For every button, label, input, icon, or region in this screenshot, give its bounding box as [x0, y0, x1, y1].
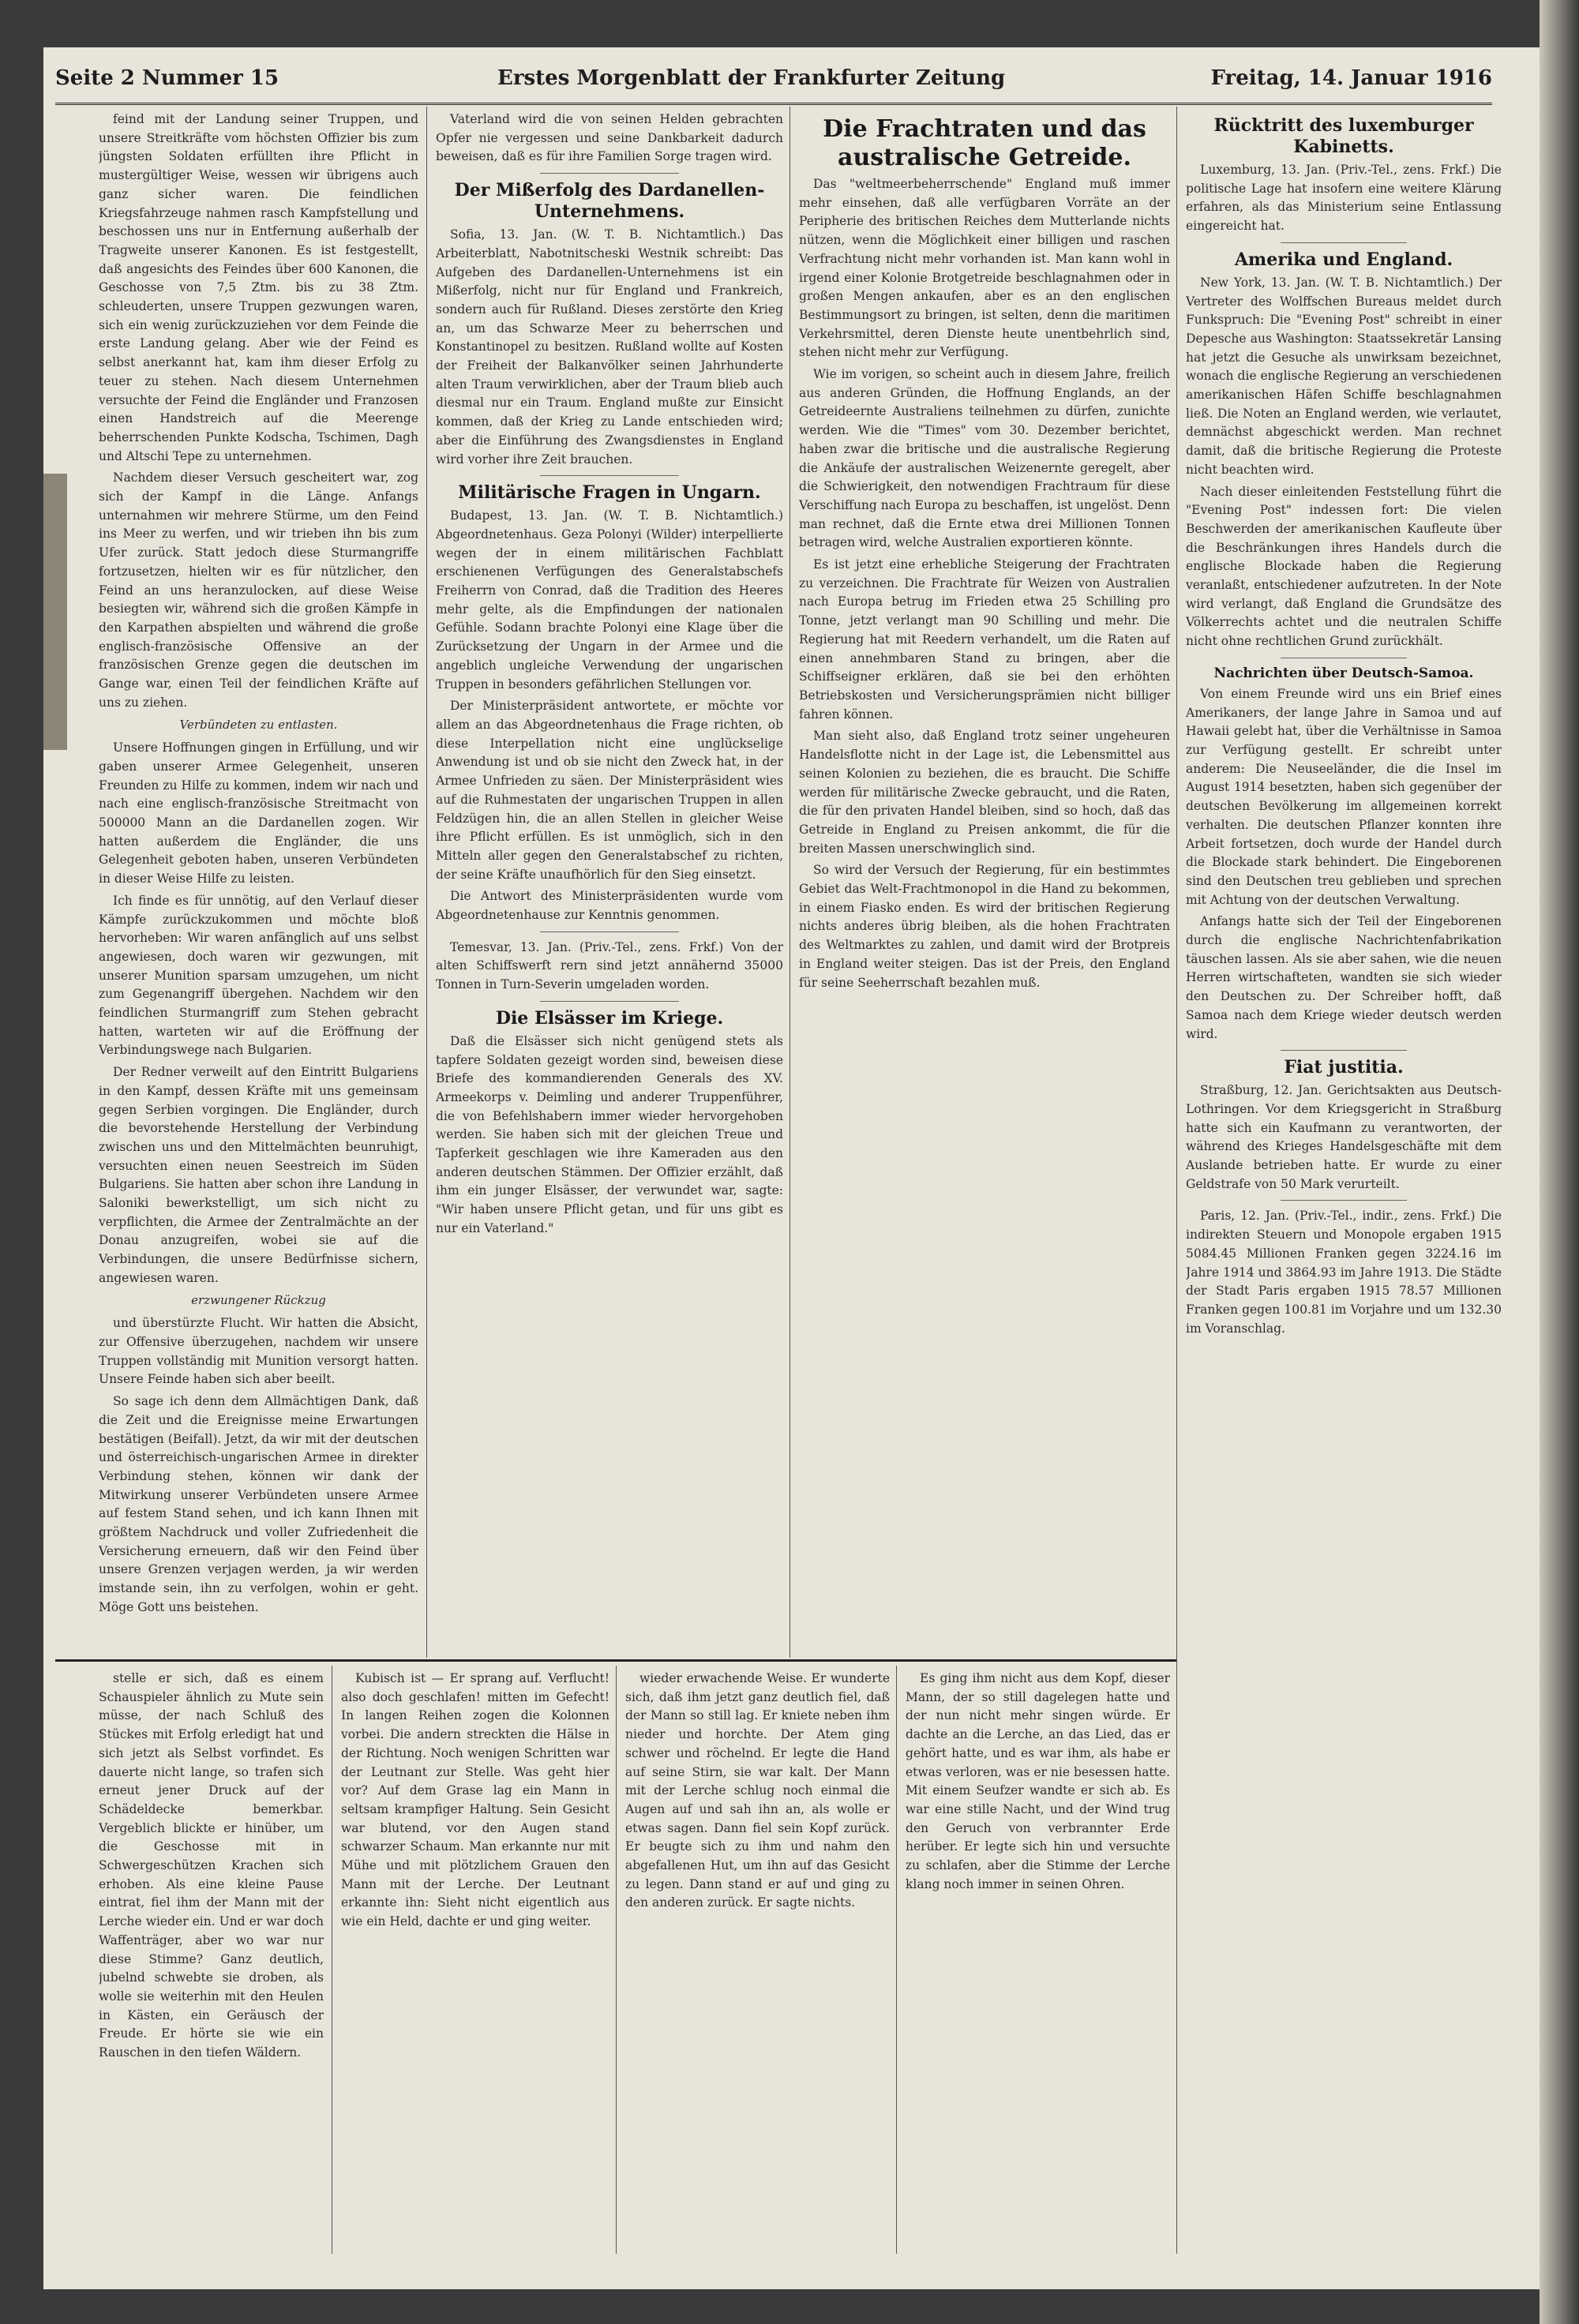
- binding-hole: [43, 474, 67, 750]
- paragraph: Nach dieser einleitenden Feststellung führt die "Evening Post" indessen fort: Die vielen Beschwerden der amerikanischen Kaufleute über die Beschränkungen ihres Handels durch die englische Blockade haben die Regierung veranlaßt, entschiedener aufzutreten. In der Note wird verlangt, daß England die Grundsätze des Völkerrechts achtet und die neutralen Schiffe nicht ohne rechtlichen Grund zurückhält.: [1186, 484, 1502, 649]
- paragraph: Die Antwort des Ministerpräsidenten wurde vom Abgeordnetenhause zur Kenntnis genommen.: [436, 889, 783, 923]
- paragraph: So sage ich denn dem Allmächtigen Dank, daß die Zeit und die Ereignisse meine Erwartungen bestätigen (Beifall). Jetzt, da wir mit der deutschen und österreichisch-ungarischen Armee in direkter Verbindung stehen, können wir dank der Mitwirkung unserer Verbündeten unsere Armee auf festem Stand sehen, und ich kann Ihnen mit größtem Nachdruck und voller Zufriedenheit die Versicherung erneuern, daß wir den Feind über unsere Grenzen verjagen werden, ja wir werden imstande sein, ihn zu verfolgen, wohin er geht. Möge Gott uns beistehen.: [99, 1394, 418, 1614]
- paragraph: Sofia, 13. Jan. (W. T. B. Nichtamtlich.) Das Arbeiterblatt, Nabotnitscheski Westnik schreibt: Das Aufgeben des Dardanellen-Unternehmens ist ein Mißerfolg, nicht nur für England und Frankreich, sondern auch für Rußland. Dieses zerstörte den Krieg an, um das Schwarze Meer zu beherrschen und Konstantinopel zu besitzen. Rußland wollte auf Kosten der Freiheit der Balkanvölker seinen Jahrhunderte alten Traum verwirklichen, aber der Traum blieb auch diesmal nur ein Traum. England mußte zur Einsicht kommen, daß der Krieg zu Lande entschieden wird; aber die Einführung des Zwangsdienstes in England wird vorher ihre Zeit brauchen.: [436, 227, 783, 467]
- paragraph: Ich finde es für unnötig, auf den Verlauf dieser Kämpfe zurückzukommen und möchte bloß hervorheben: Wir waren anfänglich auf uns selbst angewiesen, doch waren wir gezwungen, mit unserer Munition sparsam umzugehen, um nicht zum Gegenangriff übergehen. Nachdem wir den feindlichen Sturmangriff zum Stehen gebracht hatten, warteten wir auf die Eröffnung der Verbindungswege nach Bulgarien.: [99, 893, 418, 1058]
- separator: [1281, 242, 1407, 243]
- column-rule: [896, 1666, 897, 2254]
- column-rule: [1176, 107, 1177, 2254]
- article-column-1: [99, 111, 418, 1658]
- article-column-2: [436, 111, 783, 1658]
- headline: Amerika und England.: [1234, 249, 1453, 270]
- subheading: Verbündeten zu entlasten.: [179, 717, 338, 732]
- paragraph: Nachdem dieser Versuch gescheitert war, zog sich der Kampf in die Länge. Anfangs unternahmen wir mehrere Stürme, um den Feind ins Meer zu werfen, und wir trieben ihn bis zum Ufer zurück. Statt jedoch diese Sturmangriffe fortzusetzen, hielten wir es für nützlicher, den Feind an uns heranzulocken, auf diese Weise besiegten wir, während sich die großen Kämpfe in den Karpathen abspielten und während die große englisch-französische Offensive an der französischen Grenze gegen die deutschen im Gange war, einen Teil der feindlichen Kräfte auf uns zu ziehen.: [99, 470, 418, 710]
- page-edge-shadow: [1540, 0, 1579, 2324]
- paragraph: Temesvar, 13. Jan. (Priv.-Tel., zens. Frkf.) Von der alten Schiffswerft rern sind jetzt annähernd 35000 Tonnen in Turn-Severin umgeladen worden.: [436, 939, 783, 992]
- newspaper-title: Erstes Morgenblatt der Frankfurter Zeitung: [497, 66, 1006, 90]
- paragraph: Paris, 12. Jan. (Priv.-Tel., indir., zens. Frkf.) Die indirekten Steuern und Monopole ergaben 1915 5084.45 Millionen Franken gegen 3224.16 im Jahre 1914 und 3864.93 im Jahre 1913. Die Städte der Stadt Paris ergaben 1915 78.57 Millionen Franken gegen 100.81 im Vorjahre und um 132.30 im Voranschlag.: [1186, 1209, 1502, 1336]
- paragraph: wieder erwachende Weise. Er wunderte sich, daß ihm jetzt ganz deutlich fiel, daß der Mann so still lag. Er kniete neben ihm nieder und horchte. Der Atem ging schwer und röchelnd. Er legte die Hand auf seine Stirn, sie war kalt. Der Mann mit der Lerche schlug noch einmal die Augen auf und sah ihn an, als wolle er etwas sagen. Dann fiel sein Kopf zurück. Er beugte sich zu ihm und nahm den abgefallenen Hut, um ihn auf das Gesicht zu legen. Dann stand er auf und ging zu den anderen zurück. Er sagte nichts.: [625, 1671, 890, 1910]
- article-column-4: [1186, 111, 1502, 2254]
- column-rule: [426, 107, 427, 1658]
- separator: [1281, 1050, 1407, 1051]
- paragraph: Das "weltmeerbeherrschende" England muß immer mehr einsehen, daß alle verfügbaren Vorräte an der Peripherie des britischen Reiches dem Mutterlande nichts nützen, wenn die Möglichkeit einer billigen und raschen Verfrachtung nicht mehr vorhanden ist. Man kann wohl in irgend einer Kolonie Brotgetreide beschlagnahmen oder in großen Mengen ankaufen, aber es an den englischen Bestimmungsort zu bringen, ist selten, denn die maritimen Verkehrsmittel, deren Dienste heute unentbehrlich sind, stehen nicht mehr zur Verfügung.: [799, 177, 1170, 360]
- paragraph: Vaterland wird die von seinen Helden gebrachten Opfer nie vergessen und seine Dankbarkeit dadurch beweisen, daß es für ihre Familien Sorge tragen wird.: [436, 112, 783, 164]
- issue-date: Freitag, 14. Januar 1916: [1210, 66, 1492, 90]
- separator: [540, 931, 679, 932]
- paragraph: New York, 13. Jan. (W. T. B. Nichtamtlich.) Der Vertreter des Wolffschen Bureaus meldet durch Funkspruch: Die "Evening Post" schreibt in einer Depesche aus Washington: Staatssekretär Lansing hat jetzt die Gesuche als unwirksam bezeichnet, wonach die englische Regierung an verschiedenen amerikanischen Häfen Schiffe beschlagnahmen ließ. Die Noten an England werden, wie verlautet, demnächst abgeschickt werden. Man rechnet damit, daß die britische Regierung die Proteste nicht beachten wird.: [1186, 275, 1502, 477]
- headline: Die Elsässer im Kriege.: [495, 1007, 724, 1029]
- column-rule: [616, 1666, 617, 2254]
- feuilleton-divider: [55, 1659, 1176, 1662]
- headline: Militärische Fragen in Ungarn.: [458, 482, 761, 504]
- paragraph: Von einem Freunde wird uns ein Brief eines Amerikaners, der lange Jahre in Samoa und auf Hawaii gelebt hat, über die Verhältnisse in Samoa zur Verfügung gestellt. Er schreibt unter anderem: Die Neuseeländer, die die Insel im August 1914 besetzten, haben sich gegenüber der deutschen Bevölkerung im allgemeinen korrekt verhalten. Die deutschen Pflanzer konnten ihre Arbeit fortsetzen, doch wurde der Handel durch die Blockade stark behindert. Die Eingeborenen sind den Deutschen treu geblieben und sprechen mit Achtung von der deutschen Verwaltung.: [1186, 686, 1502, 907]
- feuilleton-column-2: [341, 1670, 609, 2254]
- headline: Rücktritt des luxemburger Kabinetts.: [1213, 115, 1474, 157]
- paragraph: Anfangs hatte sich der Teil der Eingeborenen durch die englische Nachrichtenfabrikation täuschen lassen. Als sie aber sahen, wie die neuen Herren wirtschafteten, wandten sie sich wieder den Deutschen zu. Der Schreiber hofft, daß Samoa nach dem Kriege wieder deutsch werden wird.: [1186, 914, 1502, 1041]
- paragraph: feind mit der Landung seiner Truppen, und unsere Streitkräfte vom höchsten Offizier bis zum jüngsten Soldaten erfüllten ihre Pflicht in mustergültiger Weise, wessen wir übrigens auch ganz sicher waren. Die feindlichen Kriegsfahrzeuge nahmen rasch Kampfstellung und beschossen uns nur in Entfernung außerhalb der Tragweite unserer Kanonen. Es ist festgestellt, daß angesichts des Feindes über 600 Kanonen, die Geschosse von 7,5 Ztm. bis zu 38 Ztm. schleuderten, unsere Truppen gezwungen waren, sich ein wenig zurückzuziehen vor dem Feinde die erste Landung gelang. Aber wie der Feind es selbst anerkannt hat, kam ihm dieser Erfolg zu teuer zu stehen. Nach diesem Unternehmen versuchte der Feind die Engländer und Franzosen einen Handstreich auf die Meerenge beherrschenden Punkte Kodscha, Tschimen, Dagh und Altschi Tepe zu unternehmen.: [99, 112, 418, 463]
- paragraph: Unsere Hoffnungen gingen in Erfüllung, und wir gaben unserer Armee Gelegenheit, unseren Freunden zu Hilfe zu kommen, indem wir nach und nach eine englisch-französische Streitmacht von 500000 Mann an die Dardanellen zogen. Wir hatten außerdem die Engländer, die uns Gelegenheit geboten haben, unseren Verbündeten in dieser Weise Hilfe zu leisten.: [99, 740, 418, 886]
- headline: Die Frachtraten und das australische Getreide.: [823, 115, 1146, 171]
- paragraph: Man sieht also, daß England trotz seiner ungeheuren Handelsflotte nicht in der Lage ist, die Lebensmittel aus seinen Kolonien zu beziehen, die es braucht. Die Schiffe werden für militärische Zwecke gebraucht, und die Raten, die für den privaten Handel bleiben, sind so hoch, daß das Getreide in England zu Preisen ankommt, die für die breiten Massen unerschwinglich sind.: [799, 729, 1170, 856]
- paragraph: Kubisch ist — Er sprang auf. Verflucht! also doch geschlafen! mitten im Gefecht! In langen Reihen zogen die Kolonnen vorbei. Die andern streckten die Hälse in der Richtung. Noch wenigen Schritten war der Leutnant zur Stelle. Was geht hier vor? Auf dem Grase lag ein Mann in seltsam krampfiger Haltung. Sein Gesicht war blutend, vor den Augen stand schwarzer Schaum. Man erkannte nur mit Mühe und mit plötzlichem Grauen den Mann mit der Lerche. Der Leutnant erkannte ihn: Sieht nicht eigentlich aus wie ein Held, dachte er und ging weiter.: [341, 1671, 609, 1929]
- separator: [540, 173, 679, 174]
- paragraph: Es ist jetzt eine erhebliche Steigerung der Frachtraten zu verzeichnen. Die Frachtrate für Weizen von Australien nach Europa betrug im Frieden etwa 25 Schilling pro Tonne, jetzt verlangt man 90 Schilling und mehr. Die Regierung hat mit Reedern verhandelt, um die Raten auf einen annehmbaren Stand zu bringen, aber die Schiffseigner erklären, daß sie bei den erhöhten Betriebskosten und Versicherungsprämien nicht billiger fahren können.: [799, 557, 1170, 722]
- article-column-3: [799, 111, 1170, 1658]
- paragraph: Es ging ihm nicht aus dem Kopf, dieser Mann, der so still dagelegen hatte und der nun nicht mehr singen würde. Er dachte an die Lerche, an das Lied, das er gehört hatte, und es war ihm, als habe er etwas verloren, was er nie besessen hatte. Mit einem Seufzer wandte er sich ab. Es war eine stille Nacht, und der Wind trug den Geruch von verbrannter Erde herüber. Er legte sich hin und versuchte zu schlafen, aber die Stimme der Lerche klang noch immer in seinen Ohren.: [906, 1671, 1170, 1891]
- feuilleton-column-4: [906, 1670, 1170, 2254]
- paragraph: Der Ministerpräsident antwortete, er möchte vor allem an das Abgeordnetenhaus die Frage richten, ob diese Interpellation nicht eine unglückselige Anwendung ist und ob sie nicht den Zweck hat, in der Armee Unfrieden zu säen. Der Ministerpräsident wies auf die Ruhmestaten der ungarischen Truppen in allen Feldzügen hin, die an allen Stellen in gleicher Weise ihre Pflicht erfüllen. Es ist unmöglich, sich in den Mitteln aller gegen den Generalstabschef zu richten, der seine Kräfte unaufhörlich für den Sieg einsetzt.: [436, 699, 783, 882]
- paragraph: So wird der Versuch der Regierung, für ein bestimmtes Gebiet das Welt-Frachtmonopol in die Hand zu bekommen, in einem Fiasko enden. Es wird der britischen Regierung nichts anderes übrig bleiben, als die hohen Frachtraten des Weltmarktes zu zahlen, und damit wird der Brotpreis in England weiter steigen. Das ist der Preis, den England für seine Seeherrschaft bezahlen muß.: [799, 863, 1170, 990]
- paragraph: Budapest, 13. Jan. (W. T. B. Nichtamtlich.) Abgeordnetenhaus. Geza Polonyi (Wilder) interpellierte wegen der in einem militärischen Fachblatt erschienenen Verfügungen des Generalstabschefs Freiherrn von Conrad, daß die Tradition des Heeres mehr gelte, als die Empfindungen der nationalen Gefühle. Sodann brachte Polonyi eine Klage über die Zurücksetzung der Ungarn in der Armee und die angeblich ungleiche Verwendung der ungarischen Truppen in besonders gefährlichen Stellungen vor.: [436, 508, 783, 692]
- paragraph: Straßburg, 12. Jan. Gerichtsakten aus Deutsch-Lothringen. Vor dem Kriegsgericht in Straßburg hatte sich ein Kaufmann zu verantworten, der während des Krieges Handelsgeschäfte mit dem Auslande betrieben hatte. Er wurde zu einer Geldstrafe von 50 Mark verurteilt.: [1186, 1083, 1502, 1191]
- feuilleton-column-1: [99, 1670, 324, 2254]
- paragraph: und überstürzte Flucht. Wir hatten die Absicht, zur Offensive überzugehen, nachdem wir unsere Truppen vollständig mit Munition versorgt hatten. Unsere Feinde haben sich aber beeilt.: [99, 1316, 418, 1387]
- page-number: Seite 2 Nummer 15: [55, 66, 279, 90]
- separator: [540, 475, 679, 476]
- paragraph: Der Redner verweilt auf den Eintritt Bulgariens in den Kampf, dessen Kräfte mit uns gemeinsam gegen Serbien vorgingen. Die Engländer, durch die bevorstehende Herstellung der Verbindung zwischen uns und den Mittelmächten beunruhigt, versuchten einen neuen Seestreich im Süden Bulgariens. Sie hatten aber schon ihre Landung in Saloniki bewerkstelligt, um sich nicht zu verpflichten, die Armee der Zentralmächte an der Donau anzugreifen, wobei sie auf die Verbindungen, die unsere Bedürfnisse sichern, angewiesen waren.: [99, 1065, 418, 1285]
- paragraph: stelle er sich, daß es einem Schauspieler ähnlich zu Mute sein müsse, der nach Schluß des Stückes mit Erfolg erledigt hat und sich jetzt als Selbst vorfindet. Es dauerte nicht lange, so trafen sich erneut jener Druck auf der Schädeldecke bemerkbar. Vergeblich blickte er hinüber, um die Geschosse mit in Schwergeschützen Krachen sich erhoben. Als eine kleine Pause eintrat, fiel ihm der Mann mit der Lerche wieder ein. Und er war doch Waffenträger, aber wo war nur diese Stimme? Ganz deutlich, jubelnd schwebte sie droben, als wolle sie weiterhin mit den Heulen in Kästen, ein Geräusch der Freude. Er hörte sie wie ein Rauschen in den tiefen Wäldern.: [99, 1671, 324, 2060]
- feuilleton-column-3: [625, 1670, 890, 2254]
- headline: Der Mißerfolg des Dardanellen-Unternehmens.: [454, 180, 765, 223]
- paragraph: Wie im vorigen, so scheint auch in diesem Jahre, freilich aus anderen Gründen, die Hoffnung Englands, an der Getreideernte Australiens teilnehmen zu dürfen, zunichte werden. Wie die "Times" vom 30. Dezember berichtet, haben zwar die britische und die australische Regierung die Ankäufe der australischen Weizenernte geregelt, aber die Schwierigkeit, den notwendigen Frachtraum für diese Verschiffung nach Europa zu beschaffen, ist ungelöst. Denn man rechnet, daß die Ernte etwa drei Millionen Tonnen betragen wird, welche Australien exportieren könnte.: [799, 367, 1170, 550]
- paragraph: Luxemburg, 13. Jan. (Priv.-Tel., zens. Frkf.) Die politische Lage hat insofern eine weitere Klärung erfahren, als das Ministerium seine Entlassung eingereicht hat.: [1186, 163, 1502, 234]
- masthead: [55, 62, 1492, 105]
- headline: Fiat justitia.: [1284, 1057, 1404, 1078]
- separator: [1281, 1200, 1407, 1201]
- paragraph: Daß die Elsässer sich nicht genügend stets als tapfere Soldaten gezeigt worden sind, beweisen diese Briefe des kommandierenden Generals des XV. Armeekorps v. Deimling und anderer Truppenführer, die von Befehlshabern immer wieder hervorgehoben werden. Sie haben sich mit der gleichen Treue und Tapferkeit geschlagen wie ihre Kameraden aus den anderen deutschen Stämmen. Der Offizier erzählt, daß ihm ein junger Elsässer, der verwundet war, sagte: "Wir haben unsere Pflicht getan, und für uns gibt es nur ein Vaterland.": [436, 1033, 783, 1235]
- headline: Nachrichten über Deutsch-Samoa.: [1213, 665, 1474, 681]
- separator: [540, 1001, 679, 1002]
- subheading: erzwungener Rückzug: [191, 1292, 326, 1307]
